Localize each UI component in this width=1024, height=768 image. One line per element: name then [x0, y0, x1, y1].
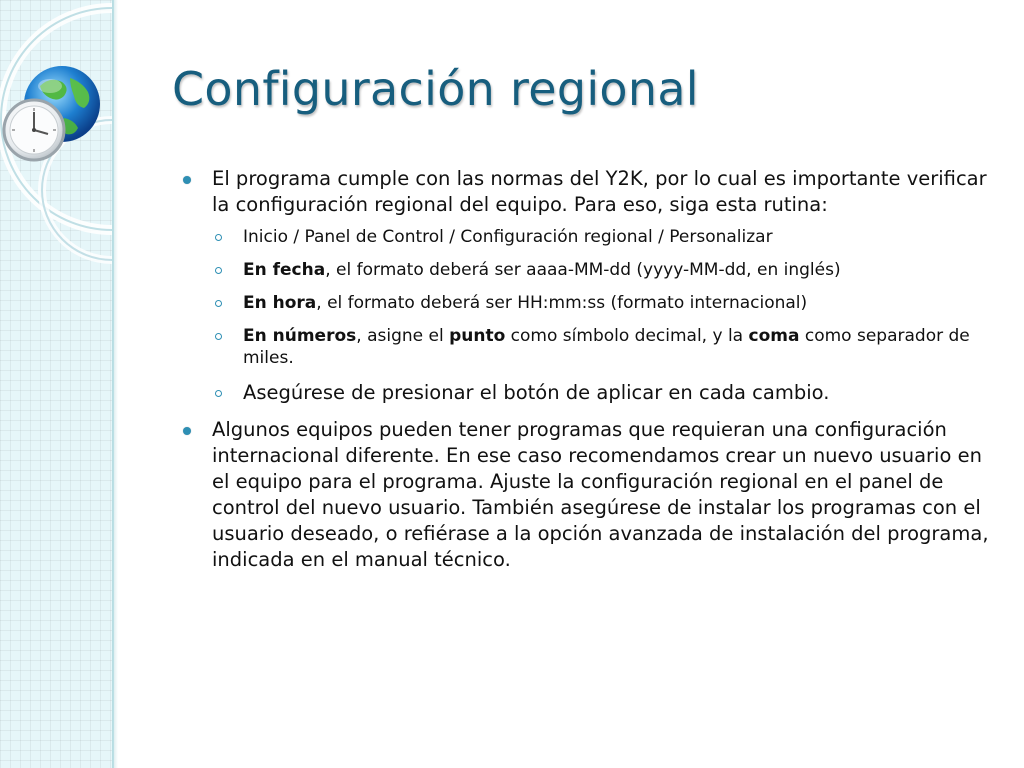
- bullet-dot-icon: [183, 427, 191, 435]
- bullet-text-2: Algunos equipos pueden tener programas que requieran una configuración internacional diferente. En ese caso recomendamos crear un nuevo usuario en el equipo para el programa. Ajuste la configuración regional en el panel de control del nuevo usuario. También asegúrese de instalar los programas con el usuario deseado, o refiérase a la opción avanzada de instalación del programa, indicada en el manual técnico.: [212, 418, 989, 571]
- ring-bullet-icon: [215, 267, 222, 274]
- sub-bold-2: En fecha: [243, 260, 326, 280]
- sub-text-2: , el formato deberá ser aaaa-MM-dd (yyyy-MM-dd, en inglés): [325, 260, 841, 280]
- ring-bullet-icon: [215, 234, 222, 241]
- clock-icon: [4, 100, 64, 160]
- sub-text-1: Inicio / Panel de Control / Configuración regional / Personalizar: [243, 227, 773, 247]
- sub-bold-4a: En números: [243, 326, 357, 346]
- sub-text-4a: , asigne el: [356, 326, 450, 346]
- sub-bold-3: En hora: [243, 293, 317, 313]
- sub-item-1: [180, 226, 1000, 248]
- ring-bullet-icon: [215, 390, 222, 397]
- sub-item-2: [180, 259, 1000, 281]
- ring-bullet-icon: [215, 333, 222, 340]
- slide-body: [180, 166, 1000, 578]
- bullet-dot-icon: [183, 176, 191, 184]
- sub-text-3: , el formato deberá ser HH:mm:ss (formato internacional): [316, 293, 808, 313]
- sub-list: [180, 226, 1000, 406]
- sub-item-4: [180, 325, 1000, 369]
- sub-bold-4b: punto: [449, 326, 506, 346]
- sub-bold-4c: coma: [748, 326, 800, 346]
- sub-item-5: [180, 380, 1000, 406]
- sub-item-3: [180, 292, 1000, 314]
- globe-clock-decoration: [0, 0, 160, 300]
- sub-text-4b: como símbolo decimal, y la: [505, 326, 749, 346]
- sub-text-5: Asegúrese de presionar el botón de aplicar en cada cambio.: [243, 381, 830, 404]
- bullet-item-1: [180, 166, 1000, 218]
- bullet-item-2: [180, 417, 1000, 573]
- slide-title: Configuración regional: [172, 62, 699, 116]
- sub-text-4c: como separador de miles.: [243, 326, 970, 368]
- bullet-text-1: El programa cumple con las normas del Y2K, por lo cual es importante verificar la configuración regional del equipo. Para eso, siga esta rutina:: [212, 167, 987, 216]
- ring-bullet-icon: [215, 300, 222, 307]
